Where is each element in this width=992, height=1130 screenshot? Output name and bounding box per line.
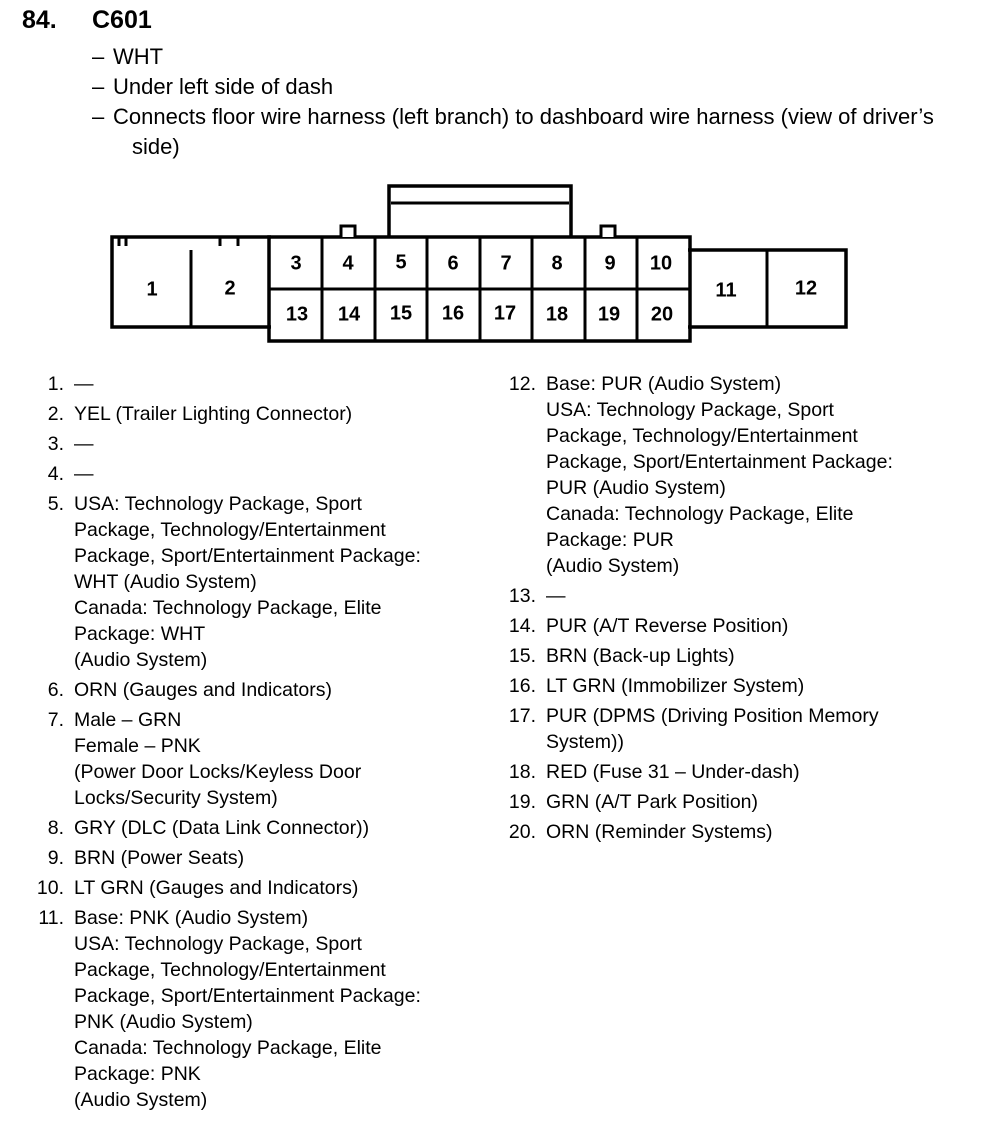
pin-description [74, 461, 94, 487]
pin-description [546, 643, 735, 669]
pin-number: 8. [47, 817, 64, 839]
pin-description-line: Package, Sport/Entertainment Package: [546, 451, 893, 473]
pin-label-5: 5 [395, 251, 407, 274]
pin-label-3: 3 [290, 252, 302, 275]
pin-description-line: PUR (DPMS (Driving Position Memory [546, 705, 879, 727]
pin-description [546, 703, 879, 755]
pin-description [74, 431, 94, 457]
pin-number: 6. [47, 679, 64, 701]
pin-list-item [22, 461, 472, 487]
pin-number: 19. [508, 791, 536, 813]
pin-list-item [494, 789, 954, 815]
pin-description-line: Female – PNK [74, 735, 201, 757]
pin-description-line: LT GRN (Immobilizer System) [546, 675, 805, 697]
bullet-dash: – [92, 44, 105, 69]
pin-description [74, 371, 94, 397]
bullet-dash: – [92, 104, 105, 129]
pin-description [74, 677, 332, 703]
pin-description-line: RED (Fuse 31 – Under-dash) [546, 761, 800, 783]
pin-description-line: USA: Technology Package, Sport [546, 399, 834, 421]
pin-number: 16. [508, 675, 536, 697]
pin-description-line: Locks/Security System) [74, 787, 278, 809]
pin-description [546, 819, 772, 845]
connector-face-diagram [0, 0, 992, 360]
pin-label-9: 9 [604, 252, 616, 275]
pin-description-line: WHT (Audio System) [74, 571, 257, 593]
pin-description-line: ORN (Gauges and Indicators) [74, 679, 332, 701]
pin-list-item [494, 371, 954, 579]
pin-label-14: 14 [337, 303, 361, 326]
pin-number: 20. [508, 821, 536, 843]
pin-description [74, 491, 421, 673]
pin-9-key-notch [601, 226, 615, 237]
pin-label-2: 2 [224, 277, 236, 300]
pin-list-item [22, 815, 472, 841]
bullet-dash: – [92, 74, 105, 99]
pin-number: 1. [47, 373, 64, 395]
pin-description-line: Canada: Technology Package, Elite [74, 1037, 382, 1059]
pin-description-line: Base: PUR (Audio System) [546, 373, 782, 395]
pin-number: 18. [508, 761, 536, 783]
pin-label-17: 17 [493, 302, 517, 325]
pin-number: 10. [36, 877, 64, 899]
pin-description-line: PUR (A/T Reverse Position) [546, 615, 789, 637]
pin-description [546, 583, 566, 609]
pin-description [74, 815, 369, 841]
pin-description [546, 759, 800, 785]
pin-label-12: 12 [794, 277, 818, 300]
pin-list-item [22, 431, 472, 457]
pin-description [74, 875, 358, 901]
pin-description-line: Package, Sport/Entertainment Package: [74, 545, 421, 567]
pin-label-11: 11 [715, 279, 737, 302]
pin-description-line: Package, Technology/Entertainment [74, 519, 386, 541]
connector-code: C601 [92, 6, 152, 34]
pin-list-item [494, 583, 954, 609]
pin-description-line: Male – GRN [74, 709, 182, 731]
pin-description [546, 673, 804, 699]
pin-description [546, 613, 788, 639]
pin-description-line: Package: PNK [74, 1063, 201, 1085]
pin-description-line: PNK (Audio System) [74, 1011, 253, 1033]
pin-description-line: ORN (Reminder Systems) [546, 821, 773, 843]
pin-list-item [22, 845, 472, 871]
pin-4-key-notch [341, 226, 355, 237]
pin-label-10: 10 [649, 252, 673, 275]
connector-index-number: 84. [22, 6, 57, 34]
pin-list-item [22, 677, 472, 703]
pin-description-line: — [74, 373, 94, 395]
pin-description-line: PUR (Audio System) [546, 477, 726, 499]
pin-description-line: GRN (A/T Park Position) [546, 791, 759, 813]
pin-list-item [494, 613, 954, 639]
pin-description-line: Package, Sport/Entertainment Package: [74, 985, 421, 1007]
pin-list-item [22, 401, 472, 427]
pin-label-7: 7 [500, 252, 512, 275]
pin-description-line: Canada: Technology Package, Elite [74, 597, 382, 619]
pin-label-19: 19 [597, 303, 621, 326]
pin-description-line: (Audio System) [74, 649, 208, 671]
pin-description-line: — [74, 433, 94, 455]
pin-description-line: YEL (Trailer Lighting Connector) [74, 403, 353, 425]
pin-list-item [494, 643, 954, 669]
pin-description-line: USA: Technology Package, Sport [74, 933, 362, 955]
pin-description [74, 401, 352, 427]
pin-description-line: (Power Door Locks/Keyless Door [74, 761, 362, 783]
description-text: WHT [113, 44, 164, 69]
pin-label-4: 4 [342, 252, 354, 275]
pin-description-line: Package: WHT [74, 623, 206, 645]
pin-number: 5. [47, 493, 64, 515]
pin-description-line: BRN (Back-up Lights) [546, 645, 735, 667]
pin-list-item [22, 875, 472, 901]
pin-description-line: USA: Technology Package, Sport [74, 493, 362, 515]
pin-list-right [494, 371, 954, 849]
pin-number: 9. [47, 847, 64, 869]
pin-description-line: System)) [546, 731, 624, 753]
pin-label-20: 20 [650, 303, 674, 326]
pin-description-line: Package, Technology/Entertainment [74, 959, 386, 981]
pin-description [546, 371, 893, 579]
pin-number: 13. [508, 585, 536, 607]
pin-description [74, 905, 421, 1113]
description-text: Connects floor wire harness (left branch) to dashboard wire harness (view of driver’s side) [113, 104, 934, 159]
pin-number: 11. [38, 907, 64, 929]
pin-description [74, 707, 361, 811]
pin-description-line: — [74, 463, 94, 485]
pin-number: 2. [47, 403, 64, 425]
pin-description-line: — [546, 585, 566, 607]
pin-list-item [494, 759, 954, 785]
pin-label-15: 15 [389, 302, 413, 325]
pin-list-item [494, 673, 954, 699]
pin-description-line: Package: PUR [546, 529, 674, 551]
pin-label-8: 8 [551, 252, 563, 275]
pin-label-1: 1 [146, 278, 158, 301]
pin-list-item [494, 703, 954, 755]
pin-number: 7. [47, 709, 64, 731]
pin-description-line: LT GRN (Gauges and Indicators) [74, 877, 359, 899]
pin-label-6: 6 [447, 252, 459, 275]
description-text: Under left side of dash [113, 74, 334, 99]
pin-description [546, 789, 758, 815]
pin-description [74, 845, 244, 871]
pin-list-item [22, 491, 472, 673]
pin-list-item [22, 371, 472, 397]
pin-description-line: Base: PNK (Audio System) [74, 907, 309, 929]
pin-number: 3. [47, 433, 64, 455]
pin-label-13: 13 [285, 303, 309, 326]
pin-list-item [22, 707, 472, 811]
pin-number: 14. [508, 615, 536, 637]
pin-list-left [22, 371, 472, 1117]
pin-description-line: BRN (Power Seats) [74, 847, 245, 869]
pin-description-line: Package, Technology/Entertainment [546, 425, 858, 447]
lock-tab-outline [389, 186, 571, 237]
pin-list-item [494, 819, 954, 845]
pin-description-line: (Audio System) [546, 555, 680, 577]
pin-description-line: (Audio System) [74, 1089, 208, 1111]
pin-number: 4. [47, 463, 64, 485]
pin-label-18: 18 [545, 303, 569, 326]
pin-number: 17. [508, 705, 536, 727]
pin-description-line: Canada: Technology Package, Elite [546, 503, 854, 525]
pin-label-16: 16 [441, 302, 465, 325]
pin-description-line: GRY (DLC (Data Link Connector)) [74, 817, 370, 839]
pin-number: 15. [508, 645, 536, 667]
pin-number: 12. [508, 373, 536, 395]
pin-list-item [22, 905, 472, 1113]
